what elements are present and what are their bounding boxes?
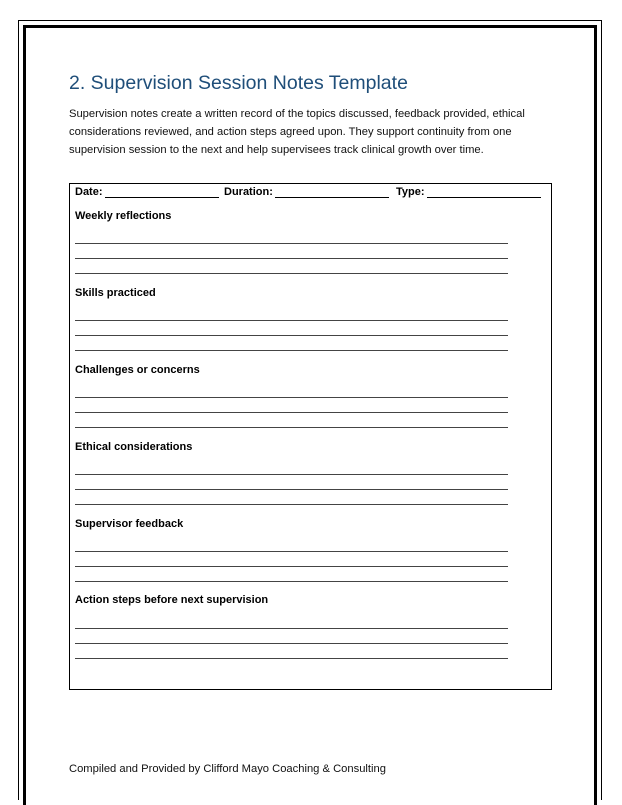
date-label: Date: [75, 186, 103, 198]
write-line[interactable] [75, 397, 508, 398]
section-label: Supervisor feedback [75, 518, 184, 530]
write-line[interactable] [75, 643, 508, 644]
session-header-row [75, 186, 545, 200]
write-line[interactable] [75, 551, 508, 552]
section-weekly-reflections [75, 209, 508, 223]
duration-blank[interactable] [275, 186, 389, 198]
section-label: Weekly reflections [75, 210, 172, 222]
page-footer: Compiled and Provided by Clifford Mayo Coaching & Consulting [69, 763, 386, 775]
write-line[interactable] [75, 243, 508, 244]
date-blank[interactable] [105, 186, 219, 198]
write-line[interactable] [75, 273, 508, 274]
write-line[interactable] [75, 474, 508, 475]
section-label: Action steps before next supervision [75, 594, 269, 606]
write-line[interactable] [75, 350, 508, 351]
intro-paragraph: Supervision notes create a written record of the topics discussed, feedback provided, ethical considerations reviewed, and action steps agreed upon. They support continuity from one supervision session to the next and help supervisees track clinical growth over time. [69, 108, 525, 156]
write-line[interactable] [75, 581, 508, 582]
type-blank[interactable] [427, 186, 541, 198]
write-line[interactable] [75, 412, 508, 413]
write-line[interactable] [75, 427, 508, 428]
write-line[interactable] [75, 566, 508, 567]
page-title: 2. Supervision Session Notes Template [69, 72, 408, 94]
write-line[interactable] [75, 628, 508, 629]
section-action-steps [75, 593, 508, 607]
type-label: Type: [396, 186, 425, 198]
write-line[interactable] [75, 658, 508, 659]
write-line[interactable] [75, 320, 508, 321]
duration-label: Duration: [224, 186, 273, 198]
section-supervisor-feedback [75, 517, 508, 531]
type-field[interactable] [396, 186, 541, 198]
session-notes-form [69, 183, 552, 690]
write-line[interactable] [75, 335, 508, 336]
duration-field[interactable] [224, 186, 389, 198]
section-label: Ethical considerations [75, 441, 193, 453]
section-label: Challenges or concerns [75, 364, 200, 376]
section-skills-practiced [75, 286, 508, 300]
section-label: Skills practiced [75, 287, 156, 299]
date-field[interactable] [75, 186, 219, 198]
write-line[interactable] [75, 489, 508, 490]
write-line[interactable] [75, 504, 508, 505]
section-ethical-considerations [75, 440, 508, 454]
section-challenges-concerns [75, 363, 508, 377]
write-line[interactable] [75, 258, 508, 259]
